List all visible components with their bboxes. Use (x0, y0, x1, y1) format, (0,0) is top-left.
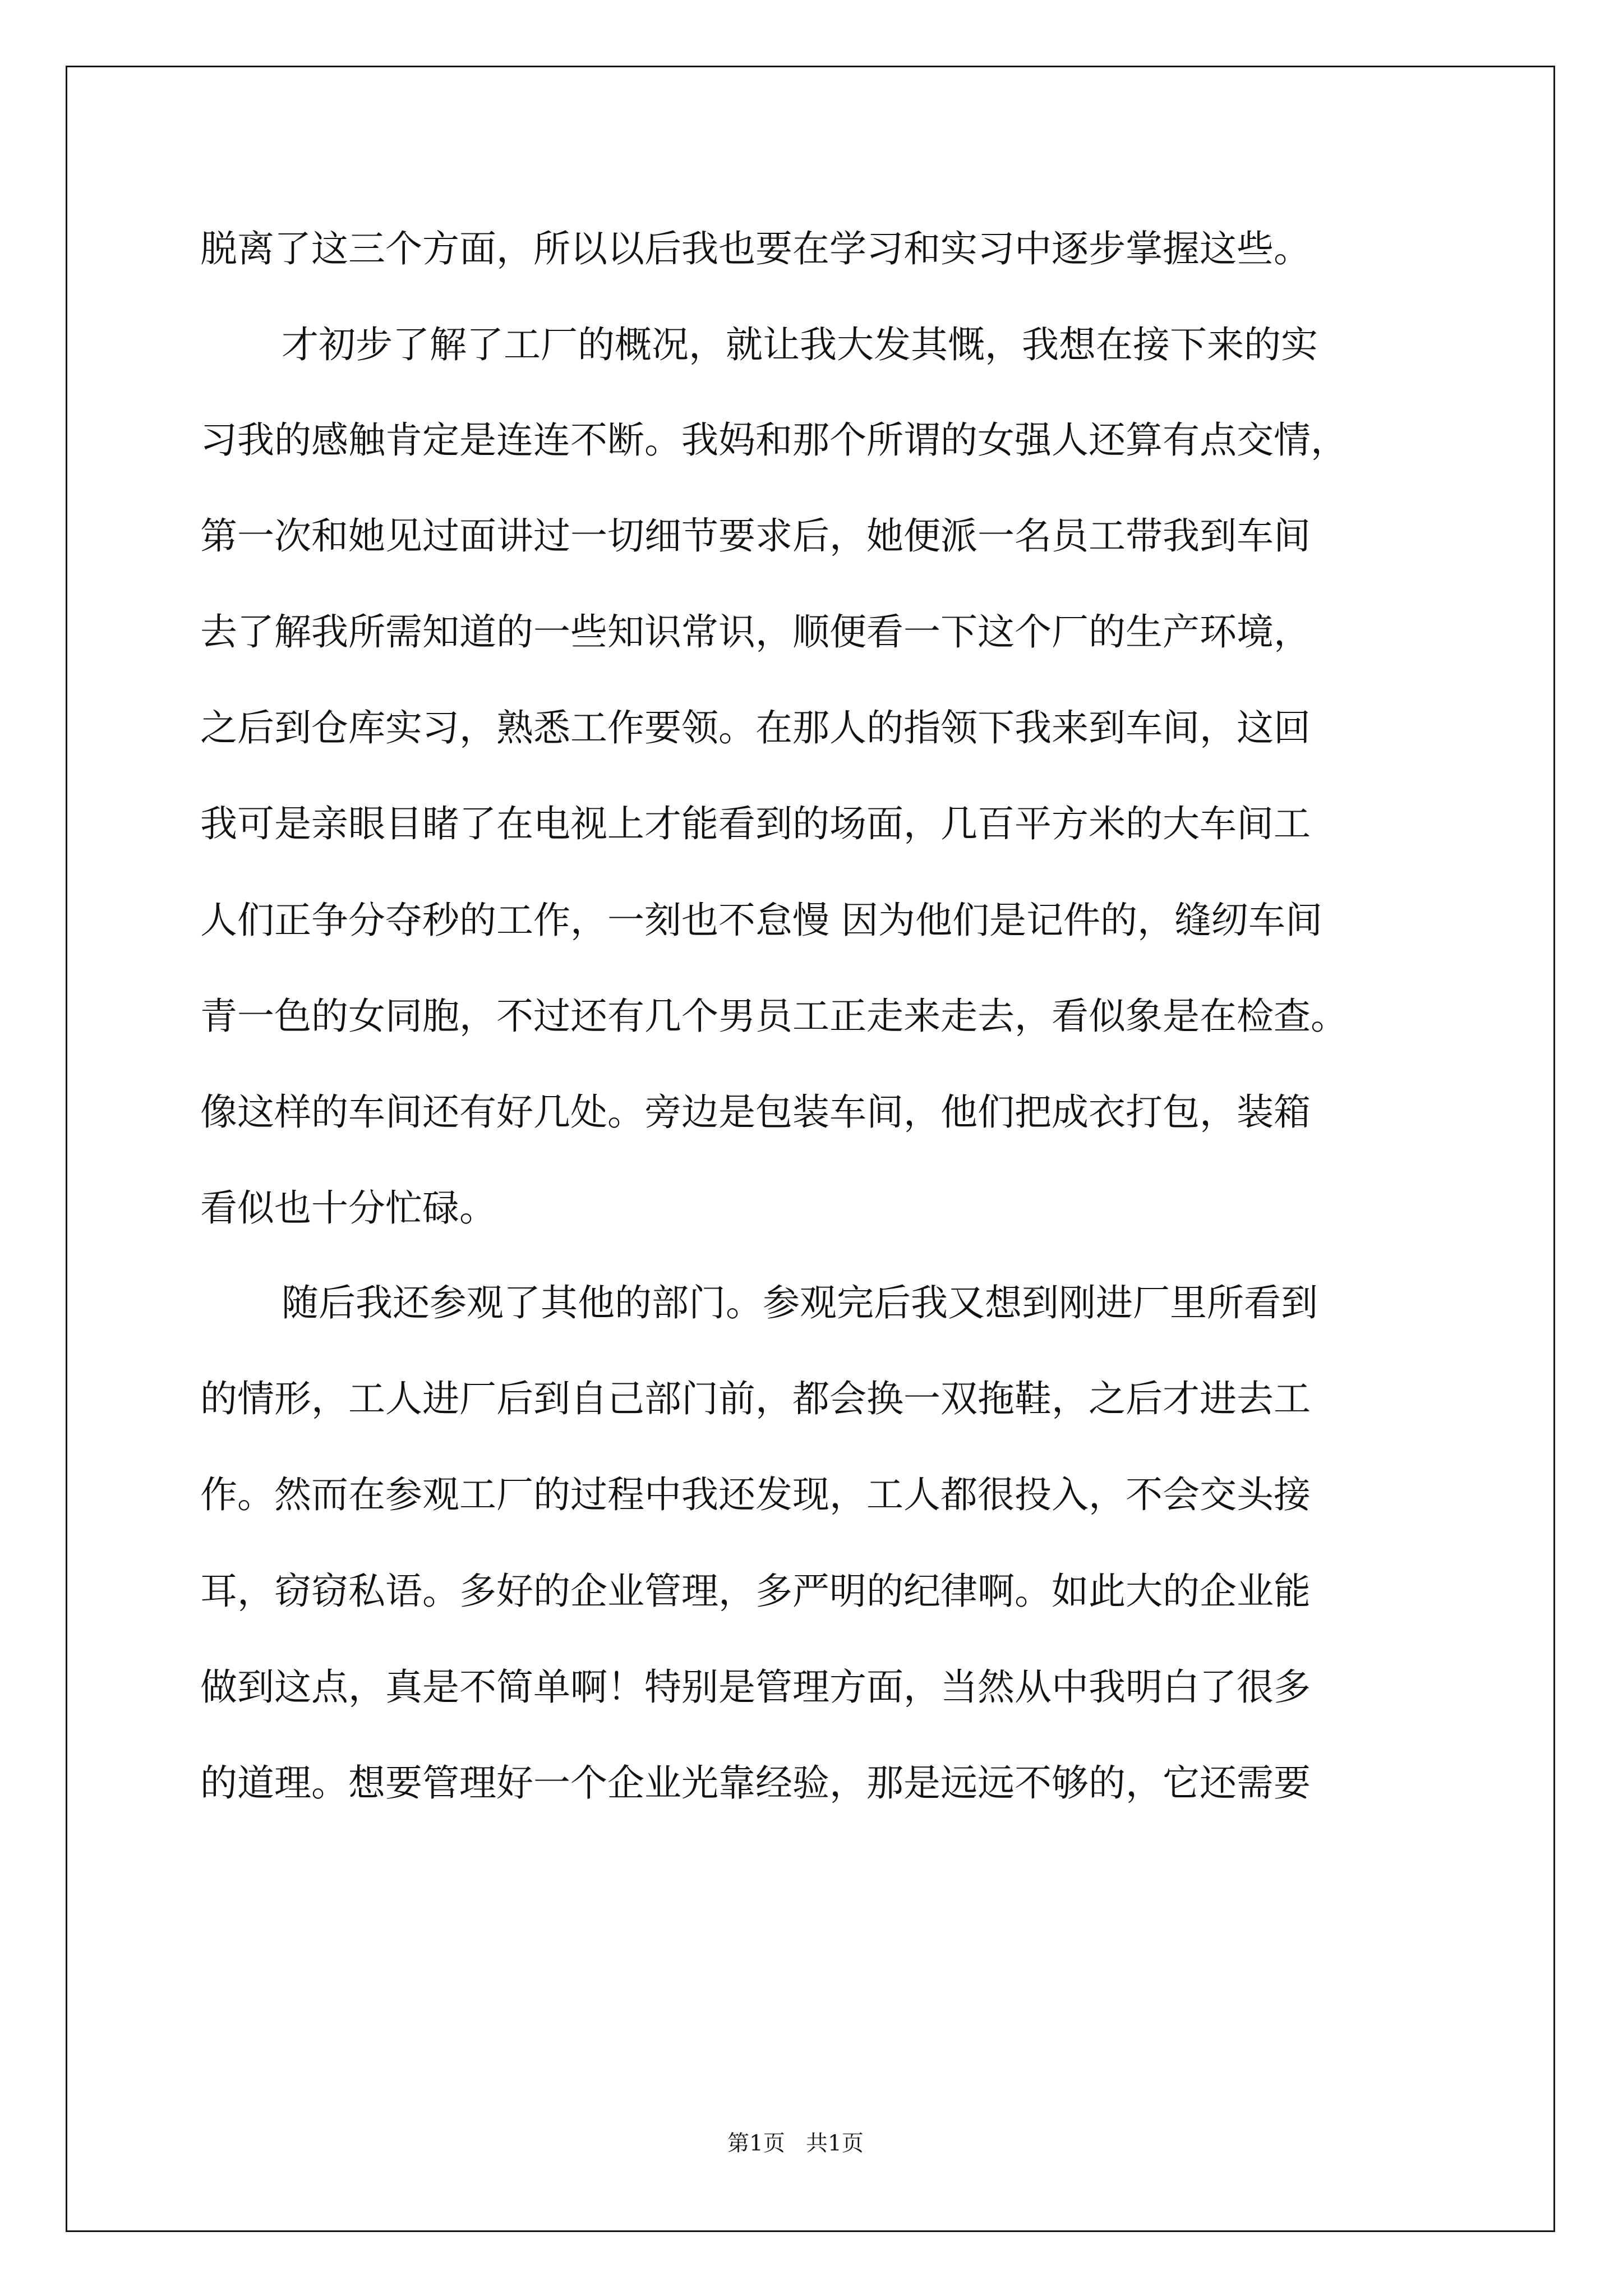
text-line-7: 我可是亲眼目睹了在电视上才能看到的场面，几百平方米的大车间工 (200, 802, 1311, 845)
text-line-8: 人们正争分夺秒的工作，一刻也不怠慢 因为他们是记件的，缝纫车间 (200, 899, 1322, 942)
text-line-11: 看似也十分忙碌。 (200, 1186, 496, 1230)
text-line-1: 脱离了这三个方面，所以以后我也要在学习和实习中逐步掌握这些。 (200, 227, 1311, 270)
text-line-5: 去了解我所需知道的一些知识常识，顺便看一下这个厂的生产环境， (200, 610, 1311, 654)
text-line-9: 青一色的女同胞，不过还有几个男员工正走来走去，看似象是在检查。 (200, 995, 1348, 1038)
text-line-6: 之后到仓库实习，熟悉工作要领。在那人的指领下我来到车间，这回 (200, 706, 1311, 749)
text-line-13: 的情形，工人进厂后到自己部门前，都会换一双拖鞋，之后才进去工 (200, 1377, 1311, 1420)
text-line-4: 第一次和她见过面讲过一切细节要求后，她便派一名员工带我到车间 (200, 514, 1311, 558)
text-line-14: 作。然而在参观工厂的过程中我还发现，工人都很投入，不会交头接 (200, 1473, 1311, 1516)
text-line-2: 才初步了解了工厂的概况，就让我大发其慨，我想在接下来的实 (282, 323, 1318, 366)
text-line-10: 像这样的车间还有好几处。旁边是包装车间，他们把成衣打包，装箱 (200, 1091, 1311, 1134)
text-line-17: 的道理。想要管理好一个企业光靠经验，那是远远不够的，它还需要 (200, 1761, 1311, 1805)
page-footer: 第1页 共1页 (727, 2131, 864, 2156)
text-line-15: 耳，窃窃私语。多好的企业管理，多严明的纪律啊。如此大的企业能 (200, 1570, 1311, 1613)
text-line-3: 习我的感触肯定是连连不断。我妈和那个所谓的女强人还算有点交情， (200, 418, 1348, 462)
text-line-12: 随后我还参观了其他的部门。参观完后我又想到刚进厂里所看到 (282, 1281, 1318, 1324)
text-line-16: 做到这点，真是不简单啊！特别是管理方面，当然从中我明白了很多 (200, 1665, 1311, 1709)
page-border (66, 66, 1555, 2232)
